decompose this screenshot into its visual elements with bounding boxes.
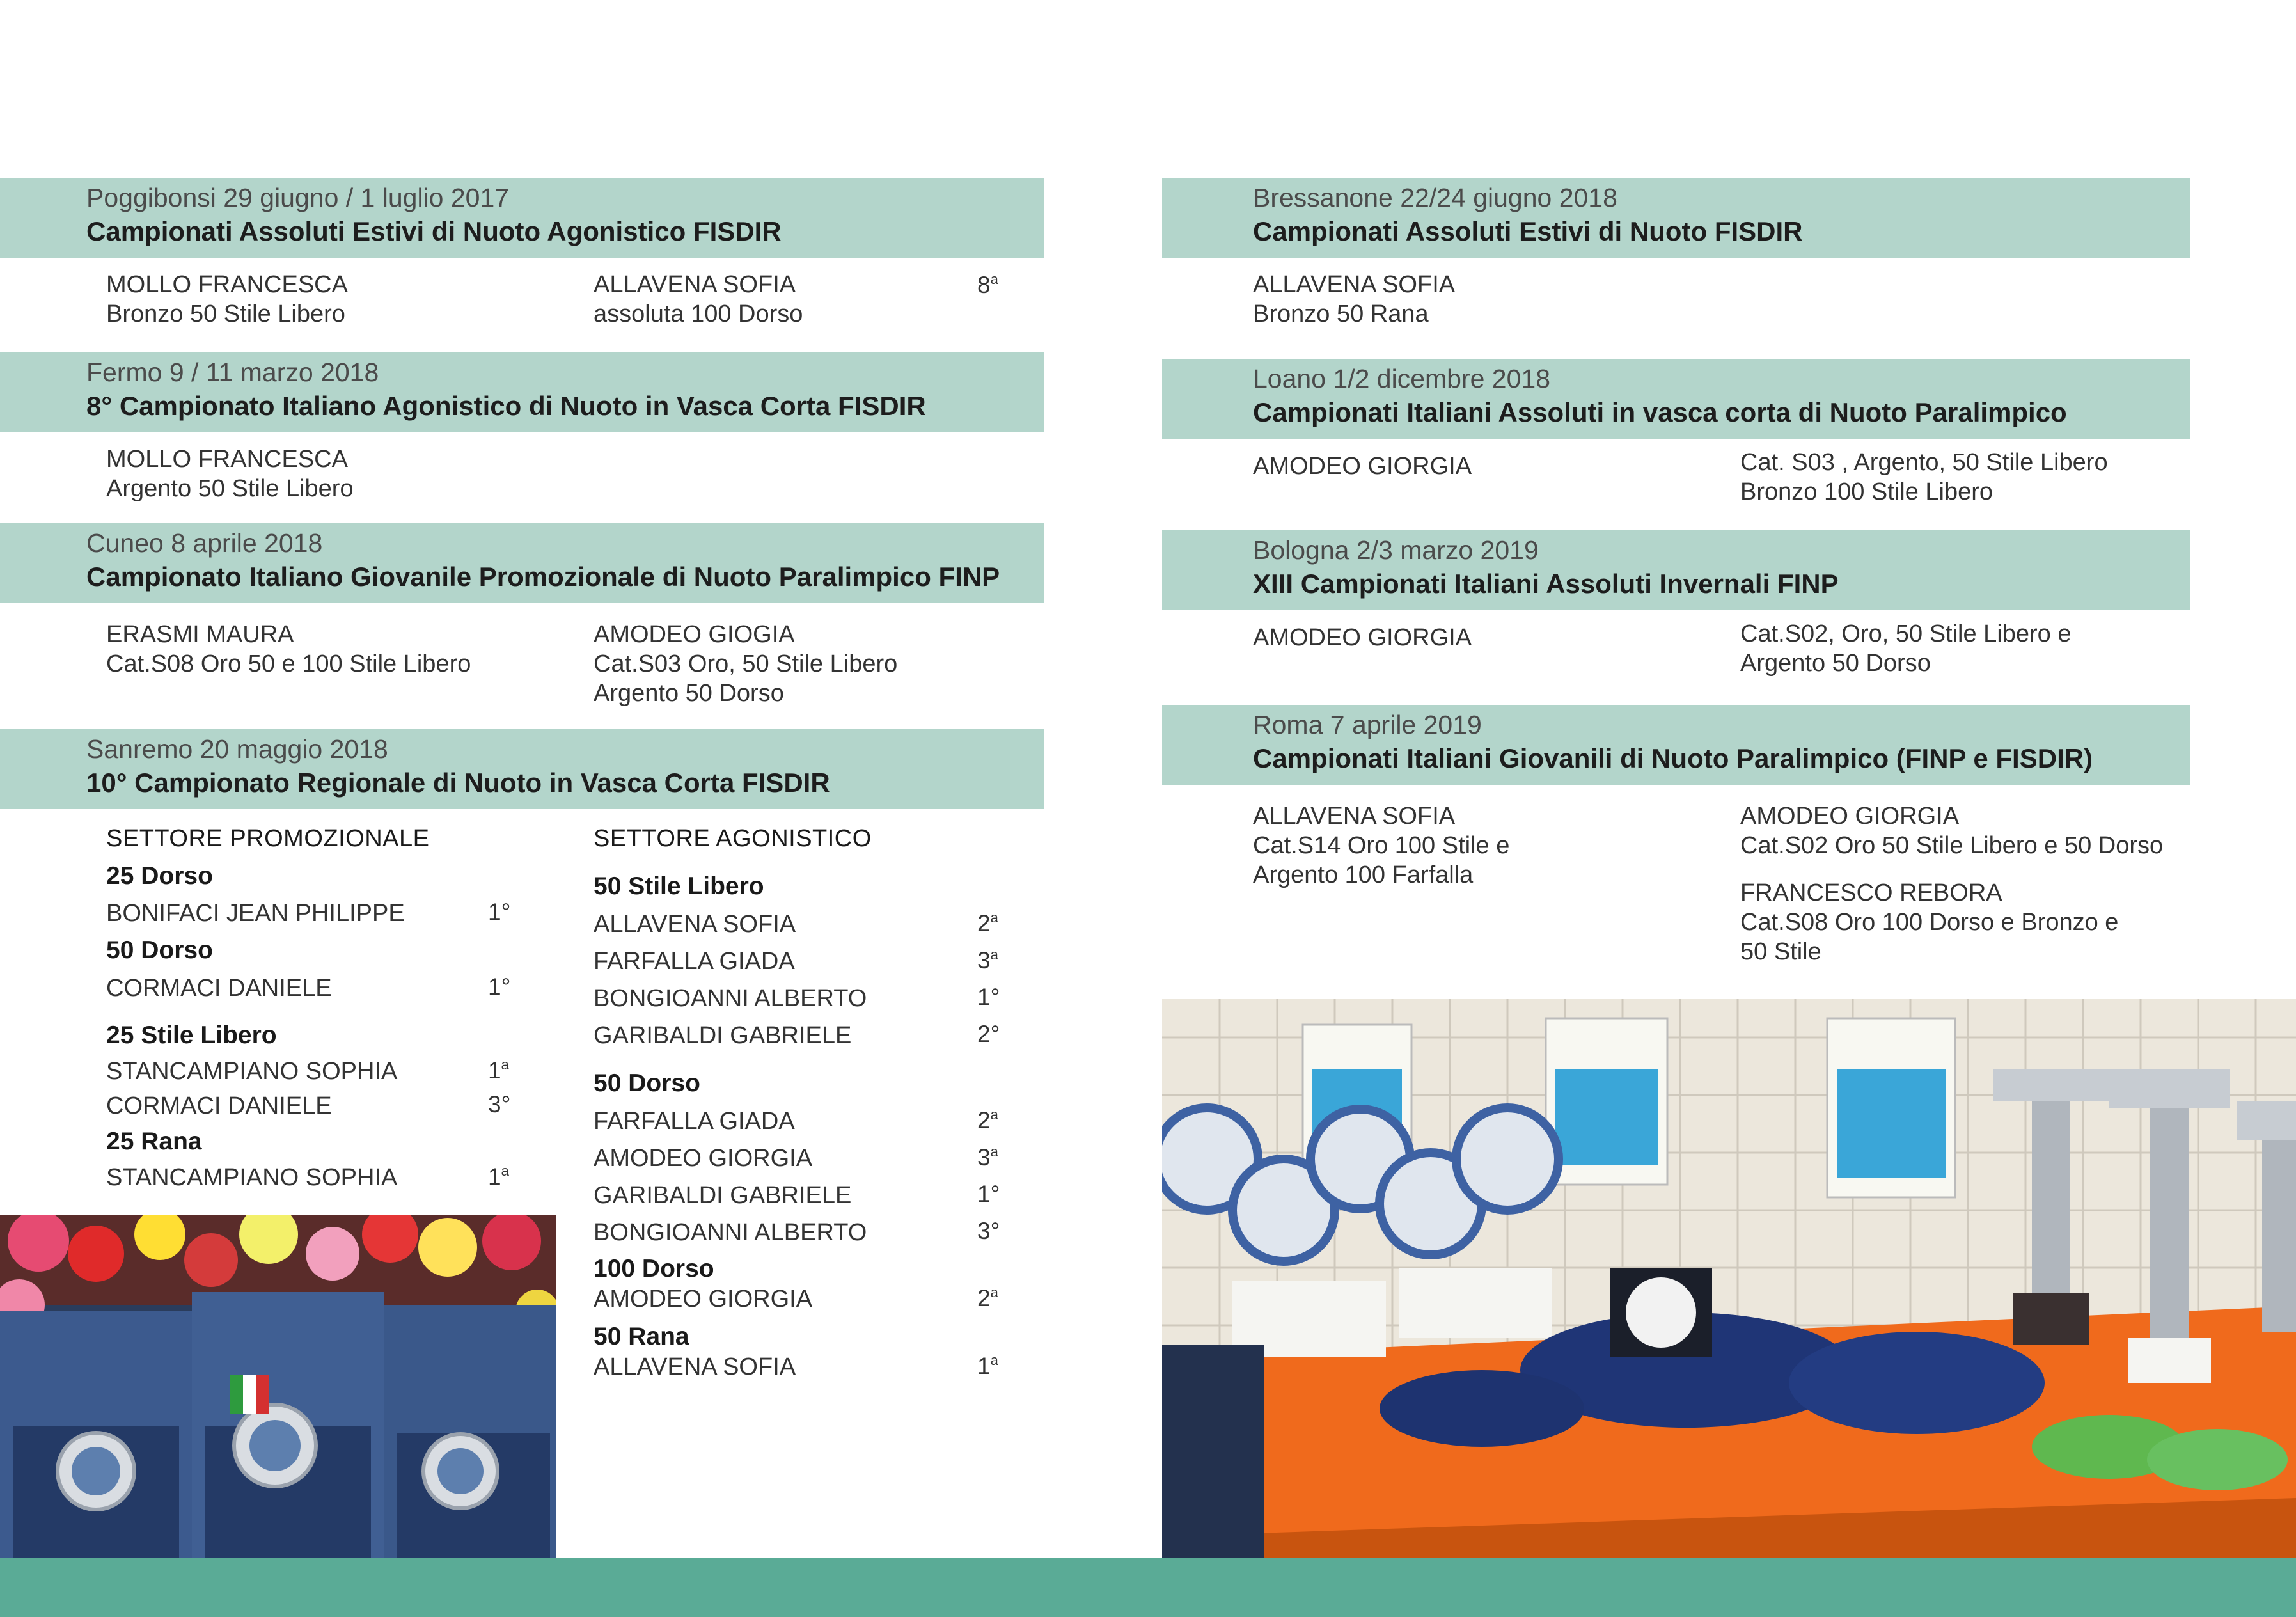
athlete-name: AMODEO GIORGIA bbox=[594, 1145, 813, 1172]
race-heading: 100 Dorso bbox=[594, 1255, 714, 1282]
medals-photo bbox=[0, 1215, 556, 1558]
rank: 8$^a$ bbox=[977, 271, 998, 298]
event-header bbox=[1162, 705, 2190, 785]
athlete-name: ALLAVENA SOFIA bbox=[594, 271, 796, 298]
event-title: 8° Campionato Italiano Agonistico di Nuoto in Vasca Corta FISDIR bbox=[86, 391, 926, 421]
rank: 2° bbox=[977, 1021, 1000, 1047]
athlete-result: Cat.S02, Oro, 50 Stile Libero e bbox=[1740, 620, 2072, 647]
athlete-name: BONIFACI JEAN PHILIPPE bbox=[106, 900, 405, 927]
event-place: Loano 1/2 dicembre 2018 bbox=[1253, 364, 1551, 393]
athlete-name: AMODEO GIORGIA bbox=[1253, 624, 1472, 651]
athlete-result: Cat.S08 Oro 100 Dorso e Bronzo e bbox=[1740, 909, 2119, 936]
athlete-result: Cat.S02 Oro 50 Stile Libero e 50 Dorso bbox=[1740, 832, 2164, 859]
race-heading: 25 Dorso bbox=[106, 862, 213, 890]
rank: 2$^a$ bbox=[977, 910, 998, 936]
athlete-name: ALLAVENA SOFIA bbox=[1253, 803, 1456, 830]
event-header bbox=[0, 178, 1044, 258]
section-caption: SETTORE AGONISTICO bbox=[594, 825, 872, 852]
athlete-result: Cat. S03 , Argento, 50 Stile Libero bbox=[1740, 449, 2108, 476]
rank: 1$^a$ bbox=[977, 1352, 998, 1379]
athlete-name: ALLAVENA SOFIA bbox=[1253, 271, 1456, 298]
athlete-result: Bronzo 100 Stile Libero bbox=[1740, 478, 1993, 505]
athlete-name: CORMACI DANIELE bbox=[106, 1092, 332, 1119]
rank: 2$^a$ bbox=[977, 1107, 998, 1133]
athlete-name: MOLLO FRANCESCA bbox=[106, 446, 348, 473]
rank: 1$^a$ bbox=[488, 1057, 509, 1084]
event-title: Campionato Italiano Giovanile Promozionale di Nuoto Paralimpico FINP bbox=[86, 562, 1000, 592]
event-title: 10° Campionato Regionale di Nuoto in Vasca Corta FISDIR bbox=[86, 768, 830, 798]
event-place: Fermo 9 / 11 marzo 2018 bbox=[86, 358, 379, 387]
athlete-result: assoluta 100 Dorso bbox=[594, 301, 803, 327]
event-place: Bressanone 22/24 giugno 2018 bbox=[1253, 183, 1617, 212]
event-title: Campionati Assoluti Estivi di Nuoto Agonistico FISDIR bbox=[86, 216, 782, 246]
rank: 3$^a$ bbox=[977, 947, 998, 974]
event-header bbox=[1162, 359, 2190, 439]
athlete-name: AMODEO GIOGIA bbox=[594, 621, 795, 648]
event-title: Campionati Italiani Giovanili di Nuoto Paralimpico (FINP e FISDIR) bbox=[1253, 743, 2093, 773]
event-place: Cuneo 8 aprile 2018 bbox=[86, 528, 323, 558]
athlete-name: STANCAMPIANO SOPHIA bbox=[106, 1058, 398, 1085]
race-heading: 25 Rana bbox=[106, 1128, 202, 1155]
athlete-result: Argento 50 Dorso bbox=[594, 680, 784, 707]
athlete-result: 50 Stile bbox=[1740, 938, 1821, 965]
athlete-name: FARFALLA GIADA bbox=[594, 1108, 795, 1135]
athlete-result: Bronzo 50 Rana bbox=[1253, 301, 1429, 327]
rank: 3° bbox=[488, 1091, 511, 1117]
athlete-name: AMODEO GIORGIA bbox=[1740, 803, 1960, 830]
athlete-name: GARIBALDI GABRIELE bbox=[594, 1182, 852, 1209]
event-title: XIII Campionati Italiani Assoluti Invernali FINP bbox=[1253, 569, 1839, 599]
athlete-name: BONGIOANNI ALBERTO bbox=[594, 985, 867, 1012]
event-header bbox=[0, 729, 1044, 809]
athlete-name: FARFALLA GIADA bbox=[594, 948, 795, 975]
athlete-name: ERASMI MAURA bbox=[106, 621, 294, 648]
section-caption: SETTORE PROMOZIONALE bbox=[106, 825, 430, 852]
athlete-result: Argento 50 Dorso bbox=[1740, 650, 1931, 677]
race-heading: 50 Dorso bbox=[106, 936, 213, 964]
athlete-name: AMODEO GIORGIA bbox=[594, 1286, 813, 1313]
athlete-result: Cat.S08 Oro 50 e 100 Stile Libero bbox=[106, 651, 471, 677]
event-header bbox=[1162, 530, 2190, 610]
athlete-name: ALLAVENA SOFIA bbox=[594, 1353, 796, 1380]
rank: 3° bbox=[977, 1218, 1000, 1244]
athlete-name: GARIBALDI GABRIELE bbox=[594, 1022, 852, 1049]
event-header bbox=[0, 523, 1044, 603]
athlete-result: Cat.S03 Oro, 50 Stile Libero bbox=[594, 651, 898, 677]
event-title: Campionati Italiani Assoluti in vasca corta di Nuoto Paralimpico bbox=[1253, 397, 2067, 427]
athlete-name: ALLAVENA SOFIA bbox=[594, 911, 796, 938]
athlete-name: AMODEO GIORGIA bbox=[1253, 453, 1472, 480]
athlete-result: Bronzo 50 Stile Libero bbox=[106, 301, 345, 327]
event-place: Roma 7 aprile 2019 bbox=[1253, 710, 1482, 739]
event-header bbox=[1162, 178, 2190, 258]
event-title: Campionati Assoluti Estivi di Nuoto FISDIR bbox=[1253, 216, 1803, 246]
athlete-result: Argento 50 Stile Libero bbox=[106, 475, 354, 502]
race-heading: 50 Stile Libero bbox=[594, 872, 764, 900]
event-header bbox=[0, 352, 1044, 432]
rank: 1$^a$ bbox=[488, 1163, 509, 1190]
athlete-result: Argento 100 Farfalla bbox=[1253, 862, 1474, 888]
event-place: Bologna 2/3 marzo 2019 bbox=[1253, 535, 1539, 565]
rank: 2$^a$ bbox=[977, 1284, 998, 1311]
race-heading: 50 Dorso bbox=[594, 1069, 700, 1097]
race-heading: 50 Rana bbox=[594, 1323, 689, 1350]
trophies-photo bbox=[1162, 999, 2296, 1558]
rank: 1° bbox=[977, 1181, 1000, 1207]
athlete-name: FRANCESCO REBORA bbox=[1740, 879, 2002, 906]
event-place: Poggibonsi 29 giugno / 1 luglio 2017 bbox=[86, 183, 510, 212]
athlete-result: Cat.S14 Oro 100 Stile e bbox=[1253, 832, 1510, 859]
athlete-name: STANCAMPIANO SOPHIA bbox=[106, 1164, 398, 1191]
rank: 1° bbox=[977, 984, 1000, 1010]
rank: 1° bbox=[488, 974, 511, 1000]
footer-band bbox=[0, 1558, 2296, 1617]
rank: 3$^a$ bbox=[977, 1144, 998, 1171]
rank: 1° bbox=[488, 899, 511, 925]
event-place: Sanremo 20 maggio 2018 bbox=[86, 734, 388, 764]
athlete-name: MOLLO FRANCESCA bbox=[106, 271, 348, 298]
athlete-name: CORMACI DANIELE bbox=[106, 975, 332, 1002]
race-heading: 25 Stile Libero bbox=[106, 1021, 277, 1049]
athlete-name: BONGIOANNI ALBERTO bbox=[594, 1219, 867, 1246]
